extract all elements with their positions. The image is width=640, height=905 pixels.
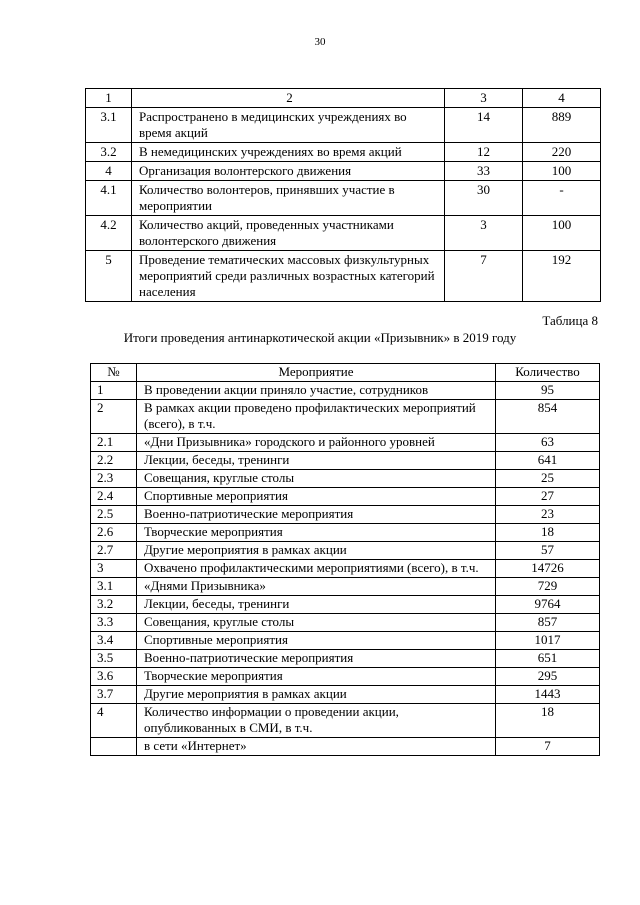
table-cell: 14726 (496, 560, 600, 578)
table-row (86, 143, 601, 162)
column-header: Количество (496, 364, 600, 382)
table-cell: 2.7 (91, 542, 137, 560)
table-row (91, 400, 600, 434)
table-row (91, 738, 600, 756)
column-header: 1 (86, 89, 132, 108)
table-row (91, 668, 600, 686)
table-row (91, 560, 600, 578)
campaign-results-table (90, 363, 600, 756)
column-header: № (91, 364, 137, 382)
table-cell: 220 (523, 143, 601, 162)
table-cell: 7 (445, 251, 523, 302)
table-cell: 14 (445, 108, 523, 143)
table-cell: 18 (496, 704, 600, 738)
table-row (86, 181, 601, 216)
column-header: 2 (132, 89, 445, 108)
table-cell: Лекции, беседы, тренинги (137, 596, 496, 614)
table-cell: 295 (496, 668, 600, 686)
prevention-measures-table (85, 88, 601, 302)
table-row (86, 251, 601, 302)
table-row (91, 596, 600, 614)
table-cell: 25 (496, 470, 600, 488)
table-cell: «Дни Призывника» городского и районного уровней (137, 434, 496, 452)
table-cell: 3.4 (91, 632, 137, 650)
table-cell: 3.1 (91, 578, 137, 596)
table-cell: 3.7 (91, 686, 137, 704)
table-cell: Спортивные мероприятия (137, 632, 496, 650)
table-row (91, 650, 600, 668)
table-cell: 1 (91, 382, 137, 400)
table-cell: 5 (86, 251, 132, 302)
table-body (91, 382, 600, 756)
table-row (91, 506, 600, 524)
table-cell: 95 (496, 382, 600, 400)
table-cell: в сети «Интернет» (137, 738, 496, 756)
table-cell: 2.4 (91, 488, 137, 506)
table-cell: 729 (496, 578, 600, 596)
table-title: Итоги проведения антинаркотической акции «Призывник» в 2019 году (123, 330, 517, 345)
table-cell: 4 (91, 704, 137, 738)
table-cell: Другие мероприятия в рамках акции (137, 542, 496, 560)
table-cell: 2.1 (91, 434, 137, 452)
table-cell: 1017 (496, 632, 600, 650)
table-cell (91, 738, 137, 756)
table-row (86, 216, 601, 251)
table-row (91, 382, 600, 400)
table-cell: 23 (496, 506, 600, 524)
table-row (91, 542, 600, 560)
table-cell: В рамках акции проведено профилактических мероприятий (всего), в т.ч. (137, 400, 496, 434)
table-cell: Лекции, беседы, тренинги (137, 452, 496, 470)
table-row (91, 452, 600, 470)
table-cell: 3 (445, 216, 523, 251)
table-row (91, 578, 600, 596)
table-cell: Творческие мероприятия (137, 524, 496, 542)
table-body (86, 108, 601, 302)
table-cell: Творческие мероприятия (137, 668, 496, 686)
table-row (91, 632, 600, 650)
table-cell: 4 (86, 162, 132, 181)
table-row (91, 434, 600, 452)
table-cell: Проведение тематических массовых физкультурных мероприятий среди различных возрастных категорий населения (132, 251, 445, 302)
column-header: 3 (445, 89, 523, 108)
table-row (91, 470, 600, 488)
table-cell: Организация волонтерского движения (132, 162, 445, 181)
table-cell: 9764 (496, 596, 600, 614)
table-row (86, 108, 601, 143)
table-row (91, 704, 600, 738)
table-row (91, 686, 600, 704)
table-cell: Количество информации о проведении акции, опубликованных в СМИ, в т.ч. (137, 704, 496, 738)
table-row (91, 488, 600, 506)
table-cell: 1443 (496, 686, 600, 704)
table-cell: Количество волонтеров, принявших участие в мероприятии (132, 181, 445, 216)
column-header: 4 (523, 89, 601, 108)
table-cell: Совещания, круглые столы (137, 470, 496, 488)
table-cell: Совещания, круглые столы (137, 614, 496, 632)
table-cell: 3.5 (91, 650, 137, 668)
table-cell: В немедицинских учреждениях во время акций (132, 143, 445, 162)
table-cell: 3.3 (91, 614, 137, 632)
table-cell: 857 (496, 614, 600, 632)
table-row (91, 524, 600, 542)
table-row (91, 614, 600, 632)
table-cell: Военно-патриотические мероприятия (137, 506, 496, 524)
table-cell: 7 (496, 738, 600, 756)
table-cell: 854 (496, 400, 600, 434)
table-cell: 3.2 (91, 596, 137, 614)
table-cell: 33 (445, 162, 523, 181)
page-number: 30 (314, 36, 326, 48)
table-cell: В проведении акции приняло участие, сотрудников (137, 382, 496, 400)
table-cell: 100 (523, 162, 601, 181)
table-cell: 30 (445, 181, 523, 216)
table-cell: 651 (496, 650, 600, 668)
table-row (86, 162, 601, 181)
table-cell: 18 (496, 524, 600, 542)
table-cell: 641 (496, 452, 600, 470)
table-cell: 3.2 (86, 143, 132, 162)
table-cell: 3 (91, 560, 137, 578)
table-cell: 3.6 (91, 668, 137, 686)
table-cell: 100 (523, 216, 601, 251)
column-header: Мероприятие (137, 364, 496, 382)
table-cell: 2 (91, 400, 137, 434)
table-header-row (91, 364, 600, 382)
table-cell: Другие мероприятия в рамках акции (137, 686, 496, 704)
table-cell: 4.1 (86, 181, 132, 216)
table-cell: 4.2 (86, 216, 132, 251)
table-cell: Количество акций, проведенных участниками волонтерского движения (132, 216, 445, 251)
table-cell: 2.5 (91, 506, 137, 524)
table-header-row (86, 89, 601, 108)
table-cell: Военно-патриотические мероприятия (137, 650, 496, 668)
table-cell: 2.6 (91, 524, 137, 542)
table-cell: 27 (496, 488, 600, 506)
table-cell: 889 (523, 108, 601, 143)
table-label: Таблица 8 (542, 313, 598, 328)
table-cell: Охвачено профилактическими мероприятиями (всего), в т.ч. (137, 560, 496, 578)
table-cell: - (523, 181, 601, 216)
table-cell: 12 (445, 143, 523, 162)
table-cell: Спортивные мероприятия (137, 488, 496, 506)
table-cell: 2.2 (91, 452, 137, 470)
table-cell: 192 (523, 251, 601, 302)
table-cell: 2.3 (91, 470, 137, 488)
table-cell: 57 (496, 542, 600, 560)
table-cell: «Днями Призывника» (137, 578, 496, 596)
table-cell: 63 (496, 434, 600, 452)
table-cell: Распространено в медицинских учреждениях во время акций (132, 108, 445, 143)
table-cell: 3.1 (86, 108, 132, 143)
